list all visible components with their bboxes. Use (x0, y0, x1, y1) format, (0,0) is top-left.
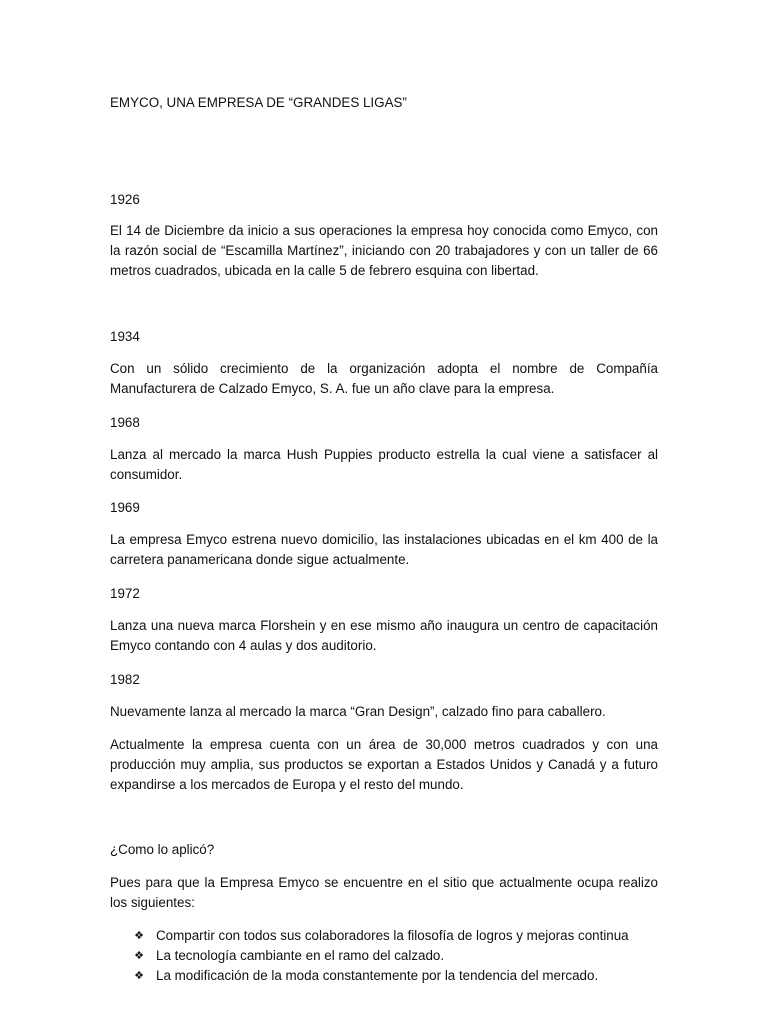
list-item (132, 966, 672, 986)
year-heading: 1972 (110, 586, 140, 601)
year-paragraph: Lanza una nueva marca Florshein y en ese mismo año inaugura un centro de capacitación Emyco contando con 4 aulas y dos auditorio. (110, 618, 658, 653)
strategy-bullet-list (132, 926, 672, 986)
year-paragraph: Nuevamente lanza al mercado la marca “Gran Design”, calzado fino para caballero. (110, 704, 606, 719)
year-heading: 1926 (110, 192, 140, 207)
year-heading: 1982 (110, 672, 140, 687)
list-item (132, 926, 672, 946)
answer-intro-paragraph: Pues para que la Empresa Emyco se encuentre en el sitio que actualmente ocupa realizo los siguientes: (110, 875, 658, 910)
list-item-text: La tecnología cambiante en el ramo del calzado. (156, 948, 445, 963)
list-item-text: La modificación de la moda constantemente por la tendencia del mercado. (156, 968, 599, 983)
year-paragraph: Lanza al mercado la marca Hush Puppies producto estrella la cual viene a satisfacer al consumidor. (110, 447, 658, 482)
list-item (132, 946, 672, 966)
year-heading: 1968 (110, 415, 140, 430)
year-paragraph: El 14 de Diciembre da inicio a sus operaciones la empresa hoy conocida como Emyco, con la razón social de “Escamilla Martínez”, iniciando con 20 trabajadores y con un taller de 66 metros cuadrados, ubicada en la calle 5 de febrero esquina con libertad. (110, 223, 658, 278)
question-heading: ¿Como lo aplicó? (110, 842, 215, 857)
year-paragraph: Con un sólido crecimiento de la organización adopta el nombre de Compañía Manufacturera de Calzado Emyco, S. A. fue un año clave para la empresa. (110, 361, 658, 396)
year-paragraph: La empresa Emyco estrena nuevo domicilio, las instalaciones ubicadas en el km 400 de la carretera panamericana donde sigue actualmente. (110, 532, 658, 567)
list-item-text: Compartir con todos sus colaboradores la filosofía de logros y mejoras continua (156, 928, 629, 943)
year-heading: 1969 (110, 500, 140, 515)
year-heading: 1934 (110, 329, 140, 344)
diamond-bullet-icon: ❖ (134, 950, 144, 962)
current-status-paragraph: Actualmente la empresa cuenta con un área de 30,000 metros cuadrados y con una producción muy amplia, sus productos se exportan a Estados Unidos y Canadá y a futuro expandirse a los mercados de Europa y el resto del mundo. (110, 737, 658, 792)
diamond-bullet-icon: ❖ (134, 930, 144, 942)
document-title: EMYCO, UNA EMPRESA DE “GRANDES LIGAS” (110, 95, 407, 110)
diamond-bullet-icon: ❖ (134, 970, 144, 982)
